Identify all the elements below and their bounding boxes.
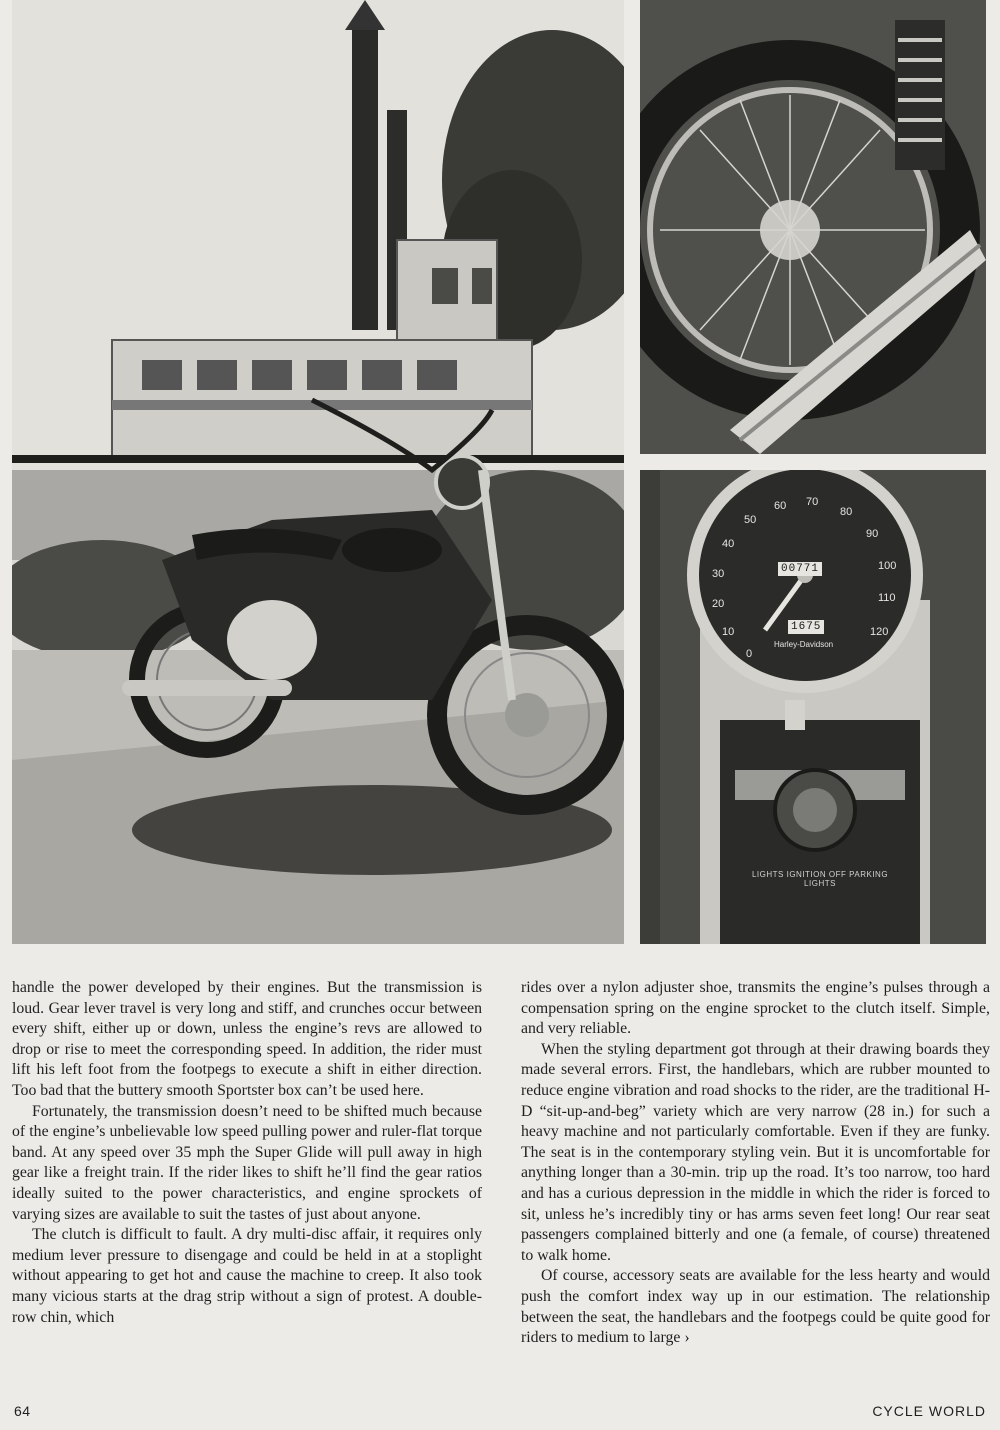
speed-mark-10: 10: [722, 626, 735, 638]
gauge-scale: [700, 480, 920, 680]
ignition-labels: [740, 870, 900, 888]
speed-mark-70: 70: [806, 496, 819, 508]
speed-mark-100: 100: [878, 560, 897, 572]
paragraph: handle the power developed by their engines. But the transmission is loud. Gear lever travel is very long and stiff, and crunches occur between every shift, either up or down, unless the engine’s revs are allowed to drop or rise to meet the corresponding speed. In addition, the rider must lift his left foot from the footpegs to execute a shift in either direction. Too bad that the buttery smooth Sportster box can’t be used here.: [12, 979, 482, 1099]
speed-mark-120: 120: [870, 626, 889, 638]
article-column-right: [521, 978, 990, 1349]
rear-wheel-photo: [640, 0, 986, 454]
article-column-left: [12, 978, 482, 1328]
speed-mark-60: 60: [774, 500, 787, 512]
speed-mark-0: 0: [746, 648, 753, 660]
paragraph: Fortunately, the transmission doesn’t need to be shifted much because of the engine’s unbelievable low speed pulling power and ruler-flat torque band. At any speed over 35 mph the Super Glide will pull away in high gear like a freight train. If the rider likes to shift he’ll find the gear ratios ideally suited to the power characteristics, and engine sprockets of varying sizes are available to suit the tastes of just about anyone.: [12, 1102, 482, 1223]
motorcycle-photo: [12, 0, 624, 944]
speed-mark-50: 50: [744, 514, 757, 526]
speedometer-photo: [640, 470, 986, 944]
trip-readout: 1675: [788, 620, 824, 634]
switch-label-off: OFF: [828, 870, 847, 879]
paragraph: Of course, accessory seats are available for the less hearty and would push the comfort index way up in our estimation. The relationship between the seat, the handlebars and the footpegs could be quite good for riders to medium to large ›: [521, 1267, 990, 1347]
magazine-name: CYCLE WORLD: [872, 1403, 986, 1419]
speed-mark-40: 40: [722, 538, 735, 550]
switch-label-parking: PARKING: [849, 870, 889, 879]
motorcycle-photo-image: [12, 0, 624, 944]
speed-mark-30: 30: [712, 568, 725, 580]
paragraph: The clutch is difficult to fault. A dry multi-disc affair, it requires only medium lever pressure to disengage and could be held in at a stoplight without appearing to get hot and cause the machine to creep. It also took many vicious starts at the drag strip without a sign of protest. A double-row chin, which: [12, 1226, 482, 1326]
paragraph: rides over a nylon adjuster shoe, transmits the engine’s pulses through a compensation spring on the engine sprocket to the clutch itself. Simple, and very reliable.: [521, 979, 990, 1038]
switch-label-lights-right: LIGHTS: [804, 879, 836, 888]
speed-mark-80: 80: [840, 506, 853, 518]
speed-mark-20: 20: [712, 598, 725, 610]
switch-label-lights-left: LIGHTS: [751, 870, 784, 879]
switch-label-ignition: IGNITION: [786, 870, 827, 879]
paragraph: When the styling department got through at their drawing boards they made several errors. First, the handlebars, which are rubber mounted to reduce engine vibration and road shocks to the rider, are the traditional H-D “sit-up-and-beg” variety which are very narrow (28 in.) for such a heavy machine and not particularly comfortable. Even if they are funky. The seat is in the contemporary styling vein. But it is uncomfortable for anything longer than a 30-min. trip up the road. It’s too narrow, too hard and has a curious depression in the middle in which the rider is forced to sit, unless he’s incredibly tiny or has arms seven feet long! Our rear seat passengers complained bitterly and one (a female, of course) threatened to walk home.: [521, 1040, 990, 1264]
page-number: 64: [14, 1403, 31, 1419]
speed-mark-110: 110: [878, 592, 896, 604]
odometer-readout: 00771: [778, 562, 822, 576]
rear-wheel-photo-image: [640, 0, 986, 454]
gauge-brand: Harley-Davidson: [774, 640, 834, 649]
speed-mark-90: 90: [866, 528, 879, 540]
